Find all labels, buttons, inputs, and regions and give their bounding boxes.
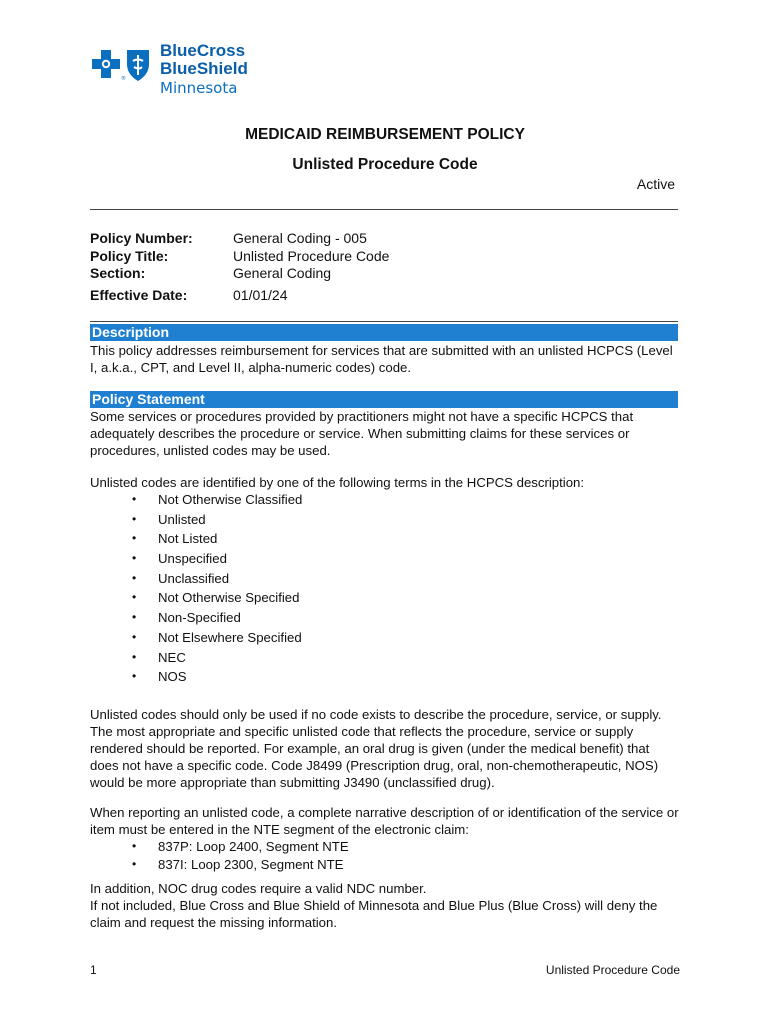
usage-text: Unlisted codes should only be used if no code exists to describe the procedure, service, or supply. The most appropriate and specific unlisted code that reflects the procedure, service or supply rendered should be reported. For example, an oral drug is given (under the medical benefit) that does not have a specific code. Code J8499 (Prescription drug, oral, non-chemotherapeutic, NOS) would be more appropriate than submitting J3490 (unclassified drug).	[90, 707, 662, 790]
description-heading: Description	[90, 324, 678, 341]
list-item: • NEC	[130, 648, 302, 668]
list-item: • Not Otherwise Specified	[130, 588, 302, 608]
meta-label: Section:	[90, 265, 146, 281]
logo-line-bluecross: BlueCross	[160, 41, 246, 60]
header-divider	[90, 209, 678, 210]
meta-label: Effective Date:	[90, 286, 188, 303]
policy-meta	[90, 230, 678, 304]
blue-cross-icon	[92, 50, 120, 78]
list-item: • NOS	[130, 667, 302, 687]
page-number: 1	[90, 963, 97, 977]
list-item: • Not Otherwise Classified	[130, 490, 302, 510]
meta-label: Policy Title:	[90, 247, 169, 264]
policy-intro-text: Some services or procedures provided by practitioners might not have a specific HCPCS that adequately describes the procedure or service. When submitting claims for these services or procedures, unlisted codes may be used.	[90, 409, 634, 458]
description-text: This policy addresses reimbursement for services that are submitted with an unlisted HCPCS (Level I, a.k.a., CPT, and Level II, alpha-numeric codes) code.	[90, 343, 673, 375]
meta-value: General Coding - 005	[233, 230, 367, 246]
meta-row-policy-number	[90, 230, 678, 248]
list-item: • Not Listed	[130, 529, 302, 549]
list-item: • Non-Specified	[130, 608, 302, 628]
list-item: • 837I: Loop 2300, Segment NTE	[130, 856, 349, 874]
meta-row-section	[90, 265, 678, 283]
meta-label: Policy Number:	[90, 230, 193, 246]
list-item: • Unspecified	[130, 549, 302, 569]
logo-line-blueshield: BlueShield	[160, 59, 248, 78]
meta-value: 01/01/24	[233, 286, 288, 303]
meta-value: Unlisted Procedure Code	[233, 247, 390, 264]
terms-intro-text: Unlisted codes are identified by one of the following terms in the HCPCS description:	[90, 475, 585, 490]
blue-shield-icon	[127, 50, 149, 81]
list-item: • Not Elsewhere Specified	[130, 628, 302, 648]
policy-statement-heading: Policy Statement	[90, 391, 678, 408]
noc-denial-text: If not included, Blue Cross and Blue Shield of Minnesota and Blue Plus (Blue Cross) will deny the claim and request the missing information.	[90, 898, 658, 930]
svg-text:®: ®	[121, 76, 126, 82]
meta-divider	[90, 321, 678, 322]
meta-row-effective-date	[90, 287, 678, 305]
list-item: • 837P: Loop 2400, Segment NTE	[130, 838, 349, 856]
reporting-text: When reporting an unlisted code, a complete narrative description of or identification of the service or item must be entered in the NTE segment of the electronic claim:	[90, 805, 679, 837]
list-item: • Unclassified	[130, 569, 302, 589]
list-item: • Unlisted	[130, 510, 302, 530]
document-subtitle: Unlisted Procedure Code	[292, 156, 478, 173]
noc-requirement-text: In addition, NOC drug codes require a valid NDC number.	[90, 881, 427, 896]
terms-list	[130, 490, 302, 687]
meta-row-policy-title	[90, 248, 678, 266]
segments-list	[130, 838, 349, 873]
footer-title: Unlisted Procedure Code	[545, 963, 680, 977]
document-title: MEDICAID REIMBURSEMENT POLICY	[245, 126, 525, 143]
meta-value: General Coding	[233, 265, 332, 281]
logo-line-minnesota: Minnesota	[160, 79, 238, 97]
company-logo	[90, 42, 270, 108]
logo-icons	[90, 48, 158, 82]
policy-status: Active	[636, 176, 675, 192]
